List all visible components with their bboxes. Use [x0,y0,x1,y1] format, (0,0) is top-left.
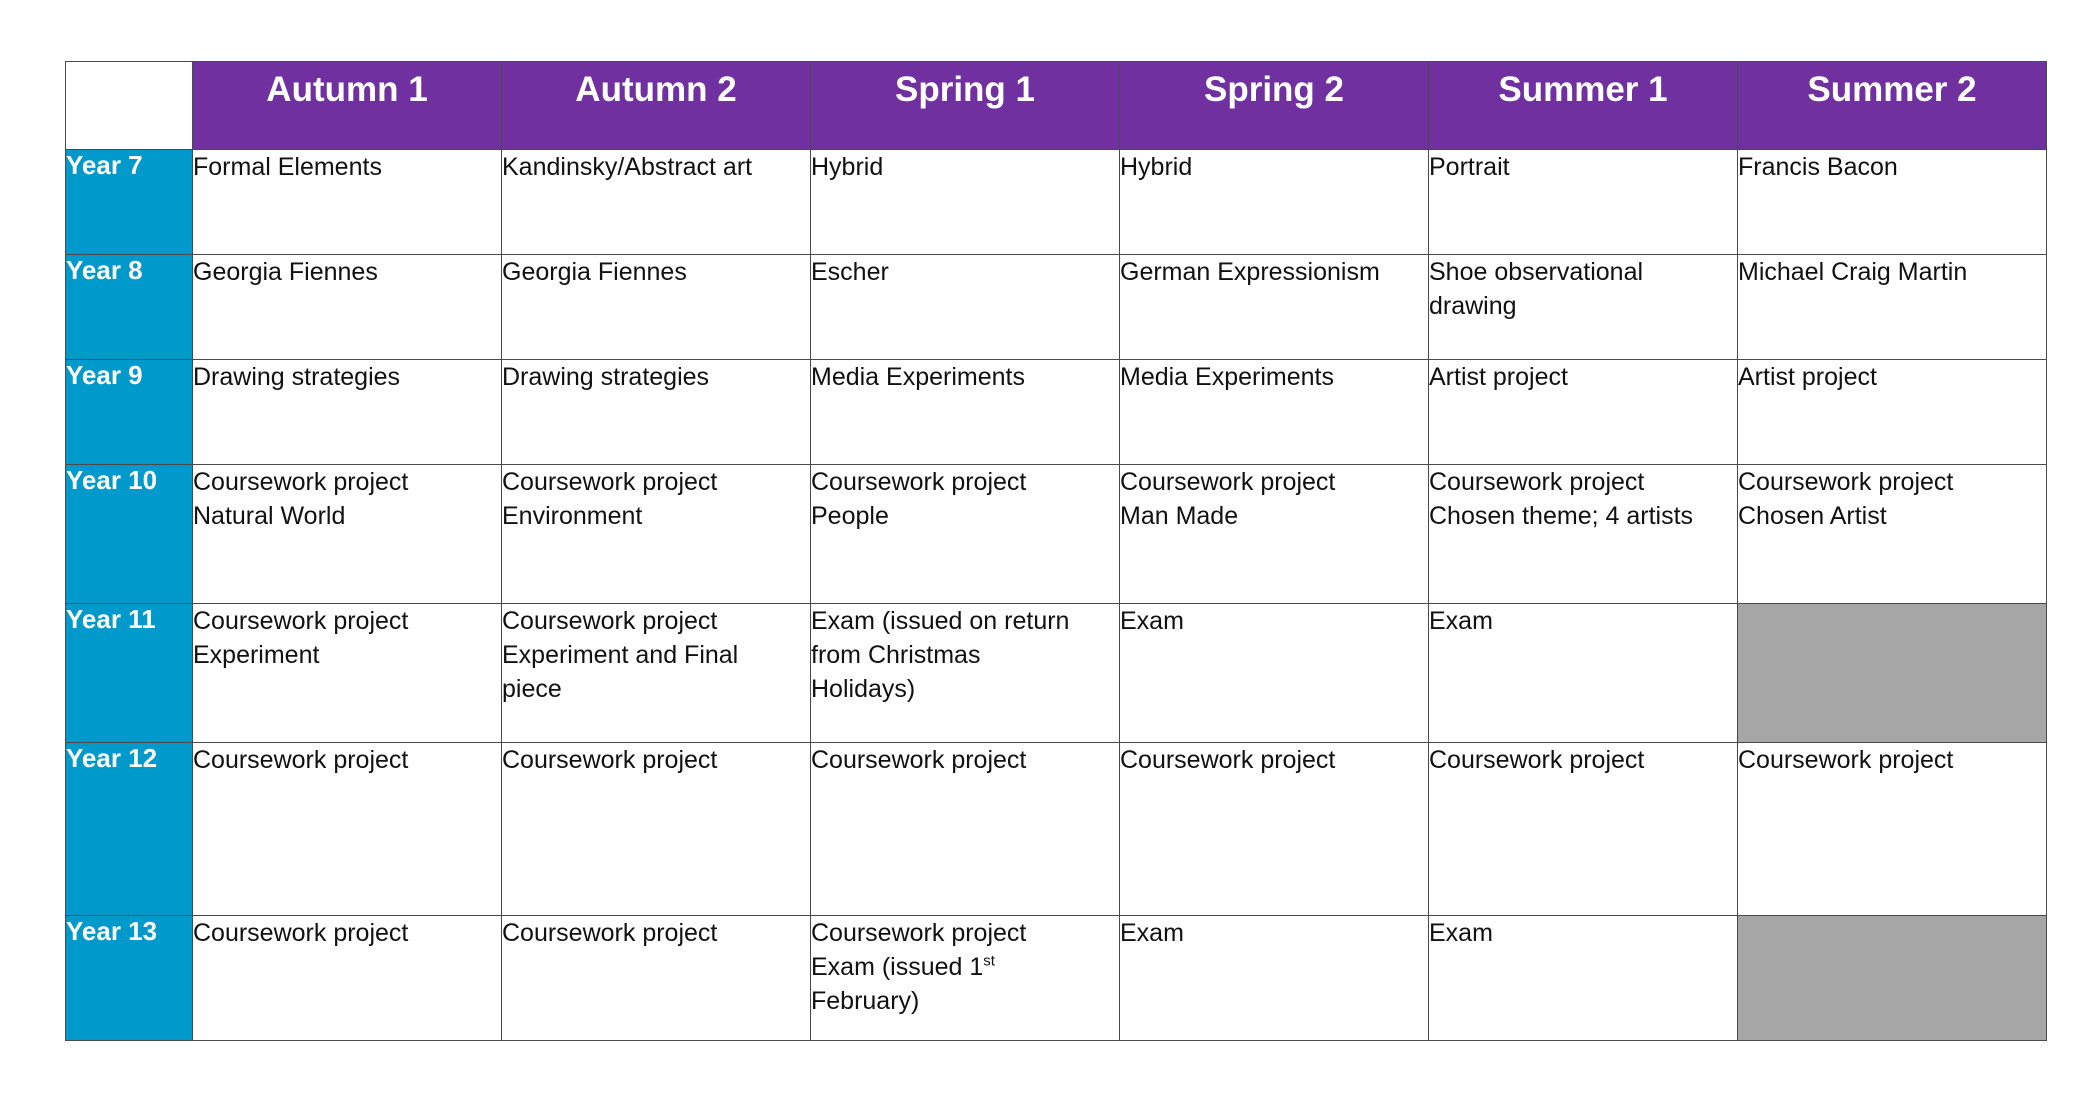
topic-cell [193,743,502,916]
topic-text-line: Coursework project [193,468,409,496]
topic-cell [811,360,1120,465]
year-label: Year 11 [66,604,193,743]
topic-text-line: Man Made [1120,502,1239,530]
term-header-spring-1: Spring 1 [811,62,1120,150]
topic-cell [1429,255,1738,360]
topic-cell [1120,465,1429,604]
topic-text-line: Coursework project [193,607,409,635]
topic-cell [502,255,811,360]
topic-text-line: Michael Craig Martin [1738,258,1968,286]
table-row [66,465,2047,604]
topic-text-line: Exam [1120,607,1184,635]
topic-text-line: Georgia Fiennes [502,258,687,286]
table-row [66,743,2047,916]
topic-text-line: Hybrid [1120,153,1193,181]
topic-cell [1429,465,1738,604]
topic-text-line: Coursework project [1738,746,1954,774]
year-label: Year 10 [66,465,193,604]
topic-cell [811,916,1120,1041]
topic-cell [811,604,1120,743]
topic-cell [1429,360,1738,465]
topic-cell [193,465,502,604]
year-label: Year 12 [66,743,193,916]
topic-cell [502,150,811,255]
topic-text-line: Media Experiments [811,363,1025,391]
topic-cell [1120,916,1429,1041]
table-row [66,150,2047,255]
topic-text-line: Drawing strategies [193,363,401,391]
topic-text-line: Media Experiments [1120,363,1334,391]
topic-text-line: Coursework project [502,919,718,947]
topic-text-line: Coursework project [193,919,409,947]
topic-text-line: Coursework project [1429,468,1645,496]
topic-cell [1120,360,1429,465]
term-header-spring-2: Spring 2 [1120,62,1429,150]
topic-text-line: Coursework project [1120,468,1336,496]
topic-cell [1429,150,1738,255]
topic-cell [811,465,1120,604]
header-row [66,62,2047,150]
topic-cell [1429,604,1738,743]
topic-text-line: Shoe observational [1429,258,1644,286]
corner-cell [66,62,193,150]
topic-text-line: Natural World [193,502,346,530]
topic-text-line: Exam [1429,919,1493,947]
topic-cell [502,743,811,916]
topic-text-line: Chosen Artist [1738,502,1887,530]
term-header-autumn-2: Autumn 2 [502,62,811,150]
topic-cell [1738,150,2047,255]
topic-text-line: Kandinsky/Abstract art [502,153,753,181]
table-row [66,916,2047,1041]
topic-text-line: Coursework project [811,919,1027,947]
term-header-summer-1: Summer 1 [1429,62,1738,150]
topic-text-line: Experiment [193,641,320,669]
topic-text: Exam (issued 1 [811,953,984,981]
topic-text-line: Chosen theme; 4 artists [1429,502,1694,530]
empty-cell [1738,604,2047,743]
topic-cell [502,916,811,1041]
topic-text-line: Coursework project [811,746,1027,774]
topic-cell [502,465,811,604]
curriculum-table [65,61,2047,1041]
topic-text-line: Coursework project [502,746,718,774]
topic-cell [1120,604,1429,743]
topic-cell [811,255,1120,360]
year-label: Year 8 [66,255,193,360]
topic-cell [1738,465,2047,604]
topic-text-line: Exam (issued on return [811,607,1070,635]
topic-cell [193,255,502,360]
ordinal-superscript: st [983,952,995,970]
topic-text-line: Drawing strategies [502,363,710,391]
topic-cell [193,916,502,1041]
topic-text-line: Coursework project [502,468,718,496]
topic-text-line: People [811,502,889,530]
topic-text-line: Coursework project [1120,746,1336,774]
topic-text-line: Coursework project [811,468,1027,496]
topic-cell [193,360,502,465]
topic-text-line: Coursework project [1429,746,1645,774]
table-row [66,255,2047,360]
topic-text-line: Exam [1120,919,1184,947]
topic-text-line: piece [502,675,562,703]
topic-cell [1429,916,1738,1041]
topic-cell [193,604,502,743]
topic-text-line: Portrait [1429,153,1510,181]
topic-text-line: Experiment and Final [502,641,739,669]
topic-text-line: drawing [1429,292,1517,320]
topic-cell [811,150,1120,255]
topic-text-line: Escher [811,258,889,286]
topic-text-line: Artist project [1429,363,1568,391]
topic-text-line: Coursework project [502,607,718,635]
topic-text-line: Hybrid [811,153,884,181]
year-label: Year 7 [66,150,193,255]
term-header-autumn-1: Autumn 1 [193,62,502,150]
topic-text-line [811,950,1119,984]
topic-text-line: from Christmas [811,641,981,669]
topic-text-line: Francis Bacon [1738,153,1898,181]
topic-text-line: Exam [1429,607,1493,635]
topic-text-line: February) [811,987,920,1015]
topic-text-line: Environment [502,502,643,530]
topic-cell [1738,360,2047,465]
topic-cell [1738,743,2047,916]
table-row [66,604,2047,743]
year-label: Year 13 [66,916,193,1041]
topic-cell [193,150,502,255]
topic-cell [1120,150,1429,255]
topic-cell [1120,255,1429,360]
topic-text-line: German Expressionism [1120,258,1380,286]
topic-cell [811,743,1120,916]
topic-cell [1738,255,2047,360]
topic-text-line: Artist project [1738,363,1877,391]
year-label: Year 9 [66,360,193,465]
empty-cell [1738,916,2047,1041]
topic-cell [1120,743,1429,916]
topic-text-line: Georgia Fiennes [193,258,378,286]
topic-text-line: Coursework project [1738,468,1954,496]
table-row [66,360,2047,465]
topic-text-line: Holidays) [811,675,916,703]
topic-cell [502,360,811,465]
topic-cell [1429,743,1738,916]
topic-cell [502,604,811,743]
topic-text-line: Coursework project [193,746,409,774]
term-header-summer-2: Summer 2 [1738,62,2047,150]
topic-text-line: Formal Elements [193,153,382,181]
